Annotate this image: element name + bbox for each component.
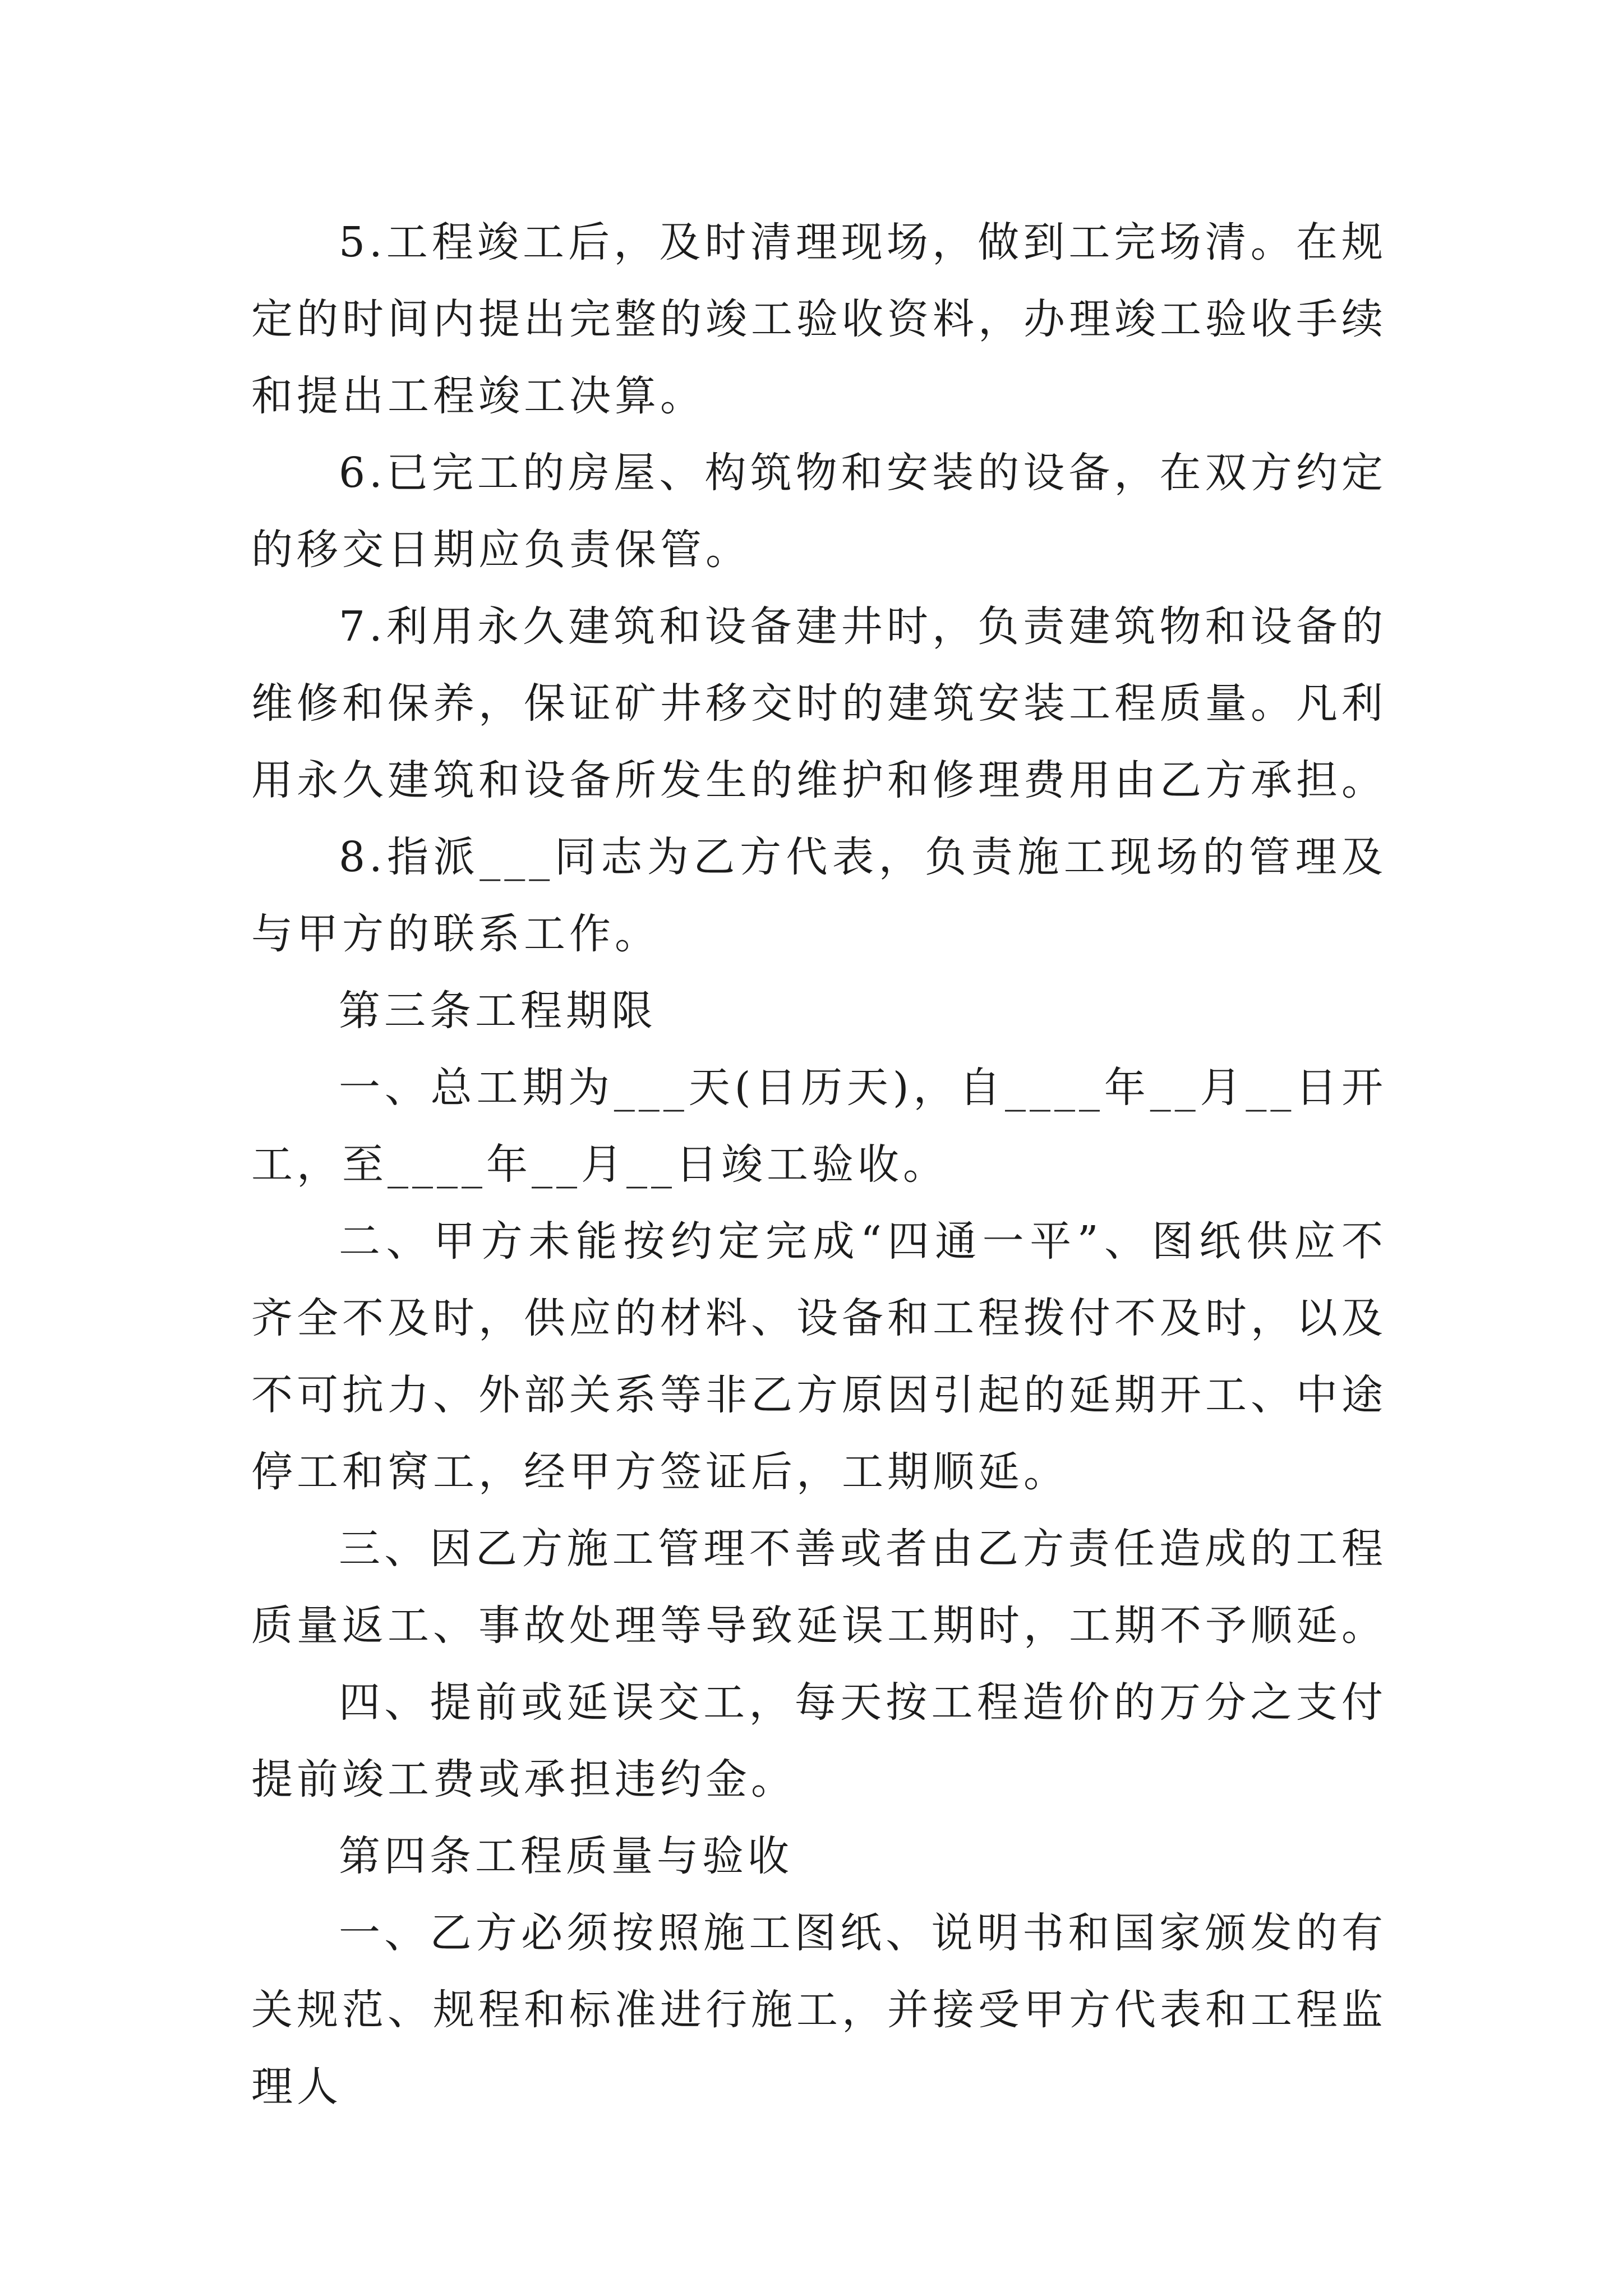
- paragraph-item-7: 7.利用永久建筑和设备建井时，负责建筑物和设备的维修和保养，保证矿井移交时的建筑安装工程质量。凡利用永久建筑和设备所发生的维护和修理费用由乙方承担。: [251, 602, 1387, 804]
- paragraph-clause-3-1: 一、总工期为___天(日历天)，自____年__月__日开工，至____年__月__日竣工验收。: [251, 1064, 1387, 1189]
- section-heading-article-3: 第三条工程期限: [339, 987, 657, 1035]
- paragraph-clause-3-4: 四、提前或延误交工，每天按工程造价的万分之支付提前竣工费或承担违约金。: [251, 1678, 1387, 1803]
- document-body: [251, 204, 1387, 2125]
- paragraph-item-5: 5.工程竣工后，及时清理现场，做到工完场清。在规定的时间内提出完整的竣工验收资料，办理竣工验收手续和提出工程竣工决算。: [251, 218, 1387, 420]
- paragraph-item-6: 6.已完工的房屋、构筑物和安装的设备，在双方约定的移交日期应负责保管。: [251, 449, 1387, 574]
- paragraph-clause-3-2: 二、甲方未能按约定完成“四通一平”、图纸供应不齐全不及时，供应的材料、设备和工程拨付不及时，以及不可抗力、外部关系等非乙方原因引起的延期开工、中途停工和窝工，经甲方签证后，工期顺延。: [251, 1217, 1387, 1496]
- paragraph-clause-3-3: 三、因乙方施工管理不善或者由乙方责任造成的工程质量返工、事故处理等导致延误工期时，工期不予顺延。: [251, 1525, 1387, 1650]
- section-heading-article-4: 第四条工程质量与验收: [339, 1832, 793, 1880]
- paragraph-item-8: 8.指派___同志为乙方代表，负责施工现场的管理及与甲方的联系工作。: [251, 833, 1387, 958]
- paragraph-clause-4-1: 一、乙方必须按照施工图纸、说明书和国家颁发的有关规范、规程和标准进行施工，并接受甲方代表和工程监理人: [251, 1909, 1387, 2111]
